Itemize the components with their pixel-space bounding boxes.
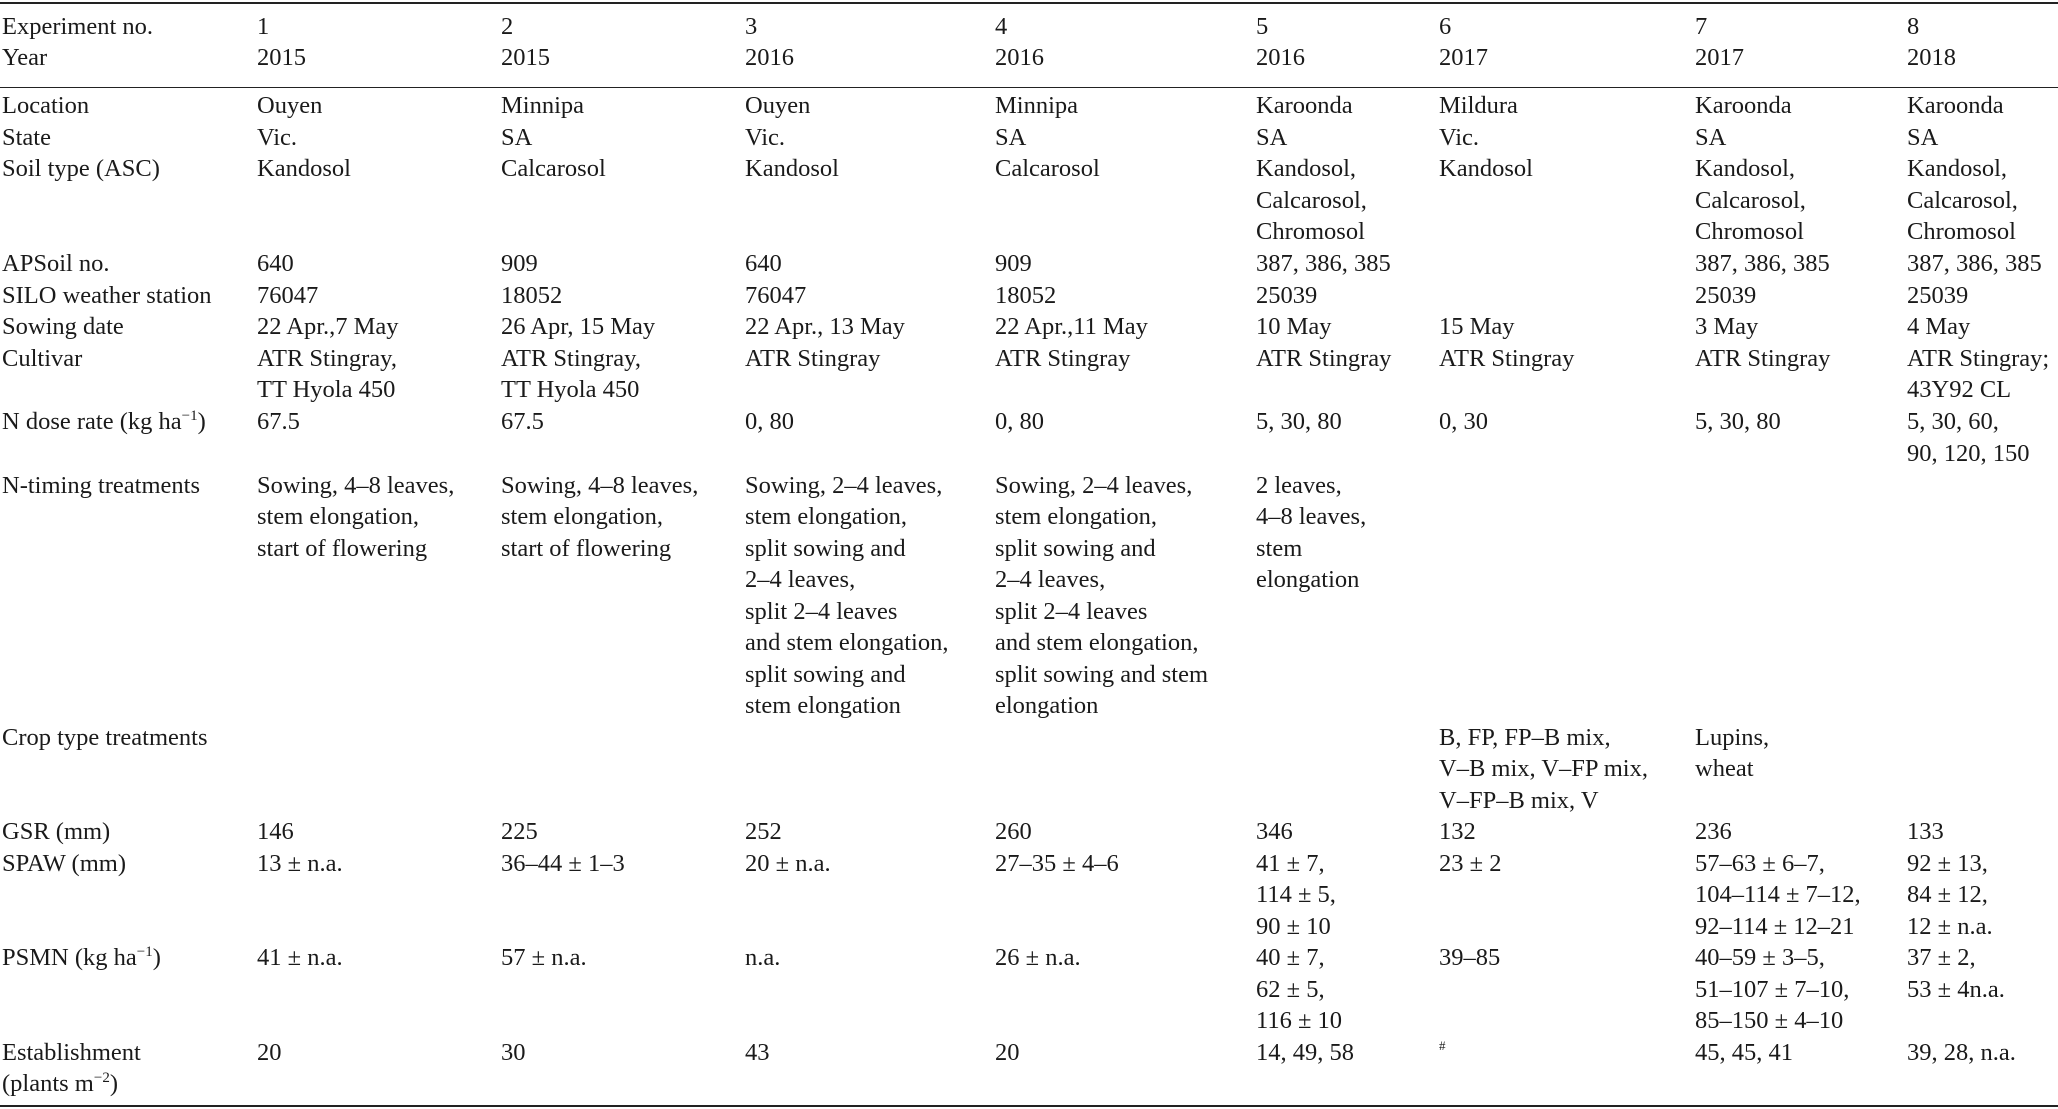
- establishment-value: 20: [257, 1038, 282, 1066]
- n-dose-line: 5, 30, 80: [1256, 408, 1342, 435]
- psmn-cell: [1439, 942, 1500, 974]
- row-label: N-timing treatments: [2, 471, 200, 499]
- n-timing-line: split 2–4 leaves: [745, 597, 898, 625]
- table-bottom-rule: [0, 1105, 2058, 1107]
- cultivar-line: TT Hyola 450: [257, 376, 396, 403]
- state-value: SA: [1695, 123, 1727, 151]
- n-timing-line: split sowing and stem: [995, 660, 1209, 688]
- spaw-line: 114 ± 5,: [1256, 881, 1336, 908]
- cultivar-cell: [745, 343, 880, 375]
- apsoil-value: 640: [745, 250, 782, 277]
- row-label: [2, 942, 161, 974]
- experiment-label: Experiment no.: [2, 13, 154, 40]
- crop-type-cell: [1439, 722, 1648, 817]
- spaw-line: 104–114 ± 7–12,: [1695, 881, 1861, 908]
- experiment-number: 4: [995, 13, 1008, 40]
- soil-type-line: Chromosol: [1907, 218, 2016, 245]
- cultivar-cell: [1695, 343, 1830, 375]
- label-superscript: −1: [181, 408, 198, 424]
- cultivar-line: ATR Stingray,: [257, 344, 397, 372]
- gsr-value: 146: [257, 818, 294, 845]
- n-timing-line: stem elongation,: [257, 503, 419, 530]
- n-timing-line: 2–4 leaves,: [745, 566, 856, 593]
- psmn-line: 40 ± 7,: [1256, 944, 1325, 971]
- crop-type-line: B, FP, FP–B mix,: [1439, 723, 1611, 751]
- apsoil-value: 640: [257, 250, 294, 277]
- n-dose-cell: [1256, 406, 1342, 438]
- header-separator-rule: [0, 87, 2058, 88]
- soil-type-cell: [1256, 153, 1367, 248]
- n-dose-cell: [501, 406, 544, 438]
- label-text: ): [152, 944, 161, 971]
- n-dose-line: 0, 80: [995, 408, 1044, 435]
- spaw-cell: [745, 848, 831, 880]
- sowing-date-value: 10 May: [1256, 313, 1332, 340]
- soil-type-line: Kandosol,: [1695, 155, 1796, 182]
- n-timing-line: stem elongation,: [501, 503, 663, 530]
- experiment-number: 2: [501, 13, 514, 40]
- n-timing-line: Sowing, 2–4 leaves,: [995, 471, 1193, 499]
- location-value: Ouyen: [257, 92, 323, 119]
- n-dose-line: 0, 30: [1439, 408, 1488, 435]
- soil-type-cell: [1695, 153, 1806, 248]
- soil-type-cell: [1907, 153, 2018, 248]
- row-label: Soil type (ASC): [2, 155, 160, 182]
- state-value: SA: [1907, 123, 1939, 151]
- row-label: APSoil no.: [2, 250, 110, 277]
- cultivar-line: ATR Stingray: [1439, 344, 1575, 372]
- year-value: 2016: [1256, 44, 1305, 71]
- cultivar-cell: [995, 343, 1130, 375]
- year-value: 2016: [995, 44, 1044, 71]
- spaw-line: 23 ± 2: [1439, 849, 1502, 877]
- n-timing-line: split sowing and: [995, 534, 1156, 562]
- year-label: Year: [2, 44, 48, 71]
- location-value: Minnipa: [501, 92, 585, 119]
- psmn-line: 26 ± n.a.: [995, 944, 1081, 971]
- sowing-date-value: 22 Apr.,7 May: [257, 313, 399, 340]
- state-value: SA: [1256, 123, 1288, 151]
- n-timing-line: 2–4 leaves,: [995, 566, 1106, 593]
- spaw-line: 57–63 ± 6–7,: [1695, 849, 1825, 877]
- establishment-value: 45, 45, 41: [1695, 1038, 1793, 1066]
- state-value: Vic.: [1439, 123, 1480, 151]
- label-text: ): [109, 1070, 119, 1097]
- experiment-number: 5: [1256, 13, 1269, 40]
- spaw-cell: [1907, 848, 1993, 943]
- establishment-value: 14, 49, 58: [1256, 1038, 1354, 1066]
- n-timing-line: and stem elongation,: [745, 629, 949, 656]
- n-dose-line: 90, 120, 150: [1907, 439, 2030, 467]
- experiment-number: 1: [257, 13, 270, 40]
- gsr-value: 225: [501, 818, 538, 845]
- n-dose-cell: [257, 406, 300, 438]
- experiment-number: 8: [1907, 13, 1920, 40]
- label-superscript: −1: [136, 944, 153, 960]
- psmn-cell: [745, 942, 780, 974]
- gsr-value: 133: [1907, 818, 1944, 845]
- n-timing-line: elongation: [995, 692, 1099, 719]
- psmn-cell: [995, 942, 1081, 974]
- apsoil-value: 387, 386, 385: [1256, 250, 1391, 277]
- soil-type-line: Calcarosol,: [1695, 186, 1806, 214]
- spaw-line: 41 ± 7,: [1256, 849, 1325, 877]
- year-value: 2015: [501, 44, 550, 71]
- silo-value: 76047: [745, 281, 807, 309]
- n-dose-cell: [1439, 406, 1488, 438]
- location-value: Karoonda: [1907, 92, 2004, 119]
- psmn-line: n.a.: [745, 944, 781, 971]
- psmn-line: 39–85: [1439, 944, 1501, 971]
- soil-type-cell: [501, 153, 606, 185]
- psmn-line: 51–107 ± 7–10,: [1695, 975, 1850, 1003]
- crop-type-line: Lupins,: [1695, 723, 1770, 751]
- spaw-cell: [995, 848, 1119, 880]
- gsr-value: 260: [995, 818, 1032, 845]
- silo-value: 76047: [257, 281, 319, 309]
- crop-type-line: V–FP–B mix, V: [1439, 786, 1599, 814]
- spaw-line: 12 ± n.a.: [1907, 912, 1993, 940]
- sowing-date-value: 22 Apr.,11 May: [995, 313, 1148, 340]
- label-superscript: −2: [93, 1070, 110, 1086]
- gsr-value: 252: [745, 818, 782, 845]
- year-value: 2017: [1439, 44, 1488, 71]
- n-dose-cell: [1907, 406, 2030, 469]
- row-label: [2, 406, 206, 438]
- psmn-line: 57 ± n.a.: [501, 944, 587, 971]
- establishment-value: 20: [995, 1038, 1020, 1066]
- psmn-line: 37 ± 2,: [1907, 944, 1976, 971]
- location-value: Ouyen: [745, 92, 811, 119]
- n-timing-line: stem elongation: [745, 692, 901, 719]
- psmn-cell: [1256, 942, 1342, 1037]
- n-dose-cell: [745, 406, 794, 438]
- soil-type-line: Kandosol,: [1256, 155, 1357, 182]
- soil-type-line: Kandosol: [1439, 155, 1533, 182]
- cultivar-line: ATR Stingray;: [1907, 344, 2050, 372]
- psmn-line: 62 ± 5,: [1256, 975, 1325, 1003]
- year-value: 2017: [1695, 44, 1744, 71]
- n-timing-cell: [995, 470, 1208, 722]
- soil-type-line: Kandosol,: [1907, 155, 2008, 182]
- soil-type-line: Kandosol: [257, 155, 351, 182]
- soil-type-line: Calcarosol: [501, 155, 606, 182]
- soil-type-line: Chromosol: [1256, 218, 1365, 245]
- soil-type-cell: [1439, 153, 1533, 185]
- soil-type-cell: [995, 153, 1100, 185]
- n-timing-line: split sowing and: [745, 660, 906, 688]
- experiment-number: 6: [1439, 13, 1452, 40]
- n-timing-line: 2 leaves,: [1256, 471, 1342, 499]
- spaw-line: 92 ± 13,: [1907, 849, 1988, 877]
- sowing-date-value: 3 May: [1695, 313, 1759, 340]
- cultivar-cell: [501, 343, 641, 406]
- cultivar-cell: [257, 343, 397, 406]
- n-timing-line: start of flowering: [501, 534, 672, 562]
- crop-type-line: V–B mix, V–FP mix,: [1439, 755, 1648, 782]
- cultivar-line: ATR Stingray: [1256, 344, 1392, 372]
- row-label: [2, 1037, 141, 1100]
- state-value: Vic.: [745, 123, 786, 151]
- soil-type-line: Calcarosol: [995, 155, 1100, 182]
- silo-value: 18052: [501, 281, 563, 309]
- n-dose-line: 5, 30, 80: [1695, 408, 1781, 435]
- spaw-cell: [1439, 848, 1501, 880]
- soil-type-line: Calcarosol,: [1256, 186, 1367, 214]
- cultivar-line: ATR Stingray,: [501, 344, 641, 372]
- sowing-date-value: 26 Apr, 15 May: [501, 313, 656, 340]
- crop-type-line: wheat: [1695, 755, 1754, 782]
- state-value: SA: [995, 123, 1027, 151]
- apsoil-value: 909: [995, 250, 1032, 277]
- n-timing-line: Sowing, 2–4 leaves,: [745, 471, 943, 499]
- establishment-footnote-mark: [1439, 1037, 1446, 1069]
- spaw-line: 36–44 ± 1–3: [501, 849, 625, 877]
- n-dose-line: 67.5: [501, 408, 544, 435]
- n-timing-line: stem elongation,: [995, 503, 1157, 530]
- spaw-line: 84 ± 12,: [1907, 881, 1988, 908]
- row-label: Sowing date: [2, 313, 124, 340]
- row-label: Location: [2, 92, 90, 119]
- n-dose-cell: [1695, 406, 1781, 438]
- cultivar-line: ATR Stingray: [1695, 344, 1831, 372]
- cultivar-line: 43Y92 CL: [1907, 376, 2012, 403]
- psmn-line: 116 ± 10: [1256, 1007, 1343, 1034]
- psmn-cell: [1907, 942, 2005, 1005]
- establishment-value: 39, 28, n.a.: [1907, 1038, 2016, 1066]
- cultivar-cell: [1256, 343, 1391, 375]
- n-timing-cell: [745, 470, 948, 722]
- cultivar-line: TT Hyola 450: [501, 376, 640, 403]
- n-timing-line: split 2–4 leaves: [995, 597, 1148, 625]
- experiment-number: 7: [1695, 13, 1708, 40]
- experiment-number: 3: [745, 13, 758, 40]
- spaw-line: 92–114 ± 12–21: [1695, 912, 1855, 940]
- state-value: Vic.: [257, 123, 298, 151]
- soil-type-line: Calcarosol,: [1907, 186, 2018, 214]
- gsr-value: 346: [1256, 818, 1293, 845]
- sowing-date-value: 4 May: [1907, 313, 1971, 340]
- n-dose-line: 5, 30, 60,: [1907, 408, 1999, 435]
- n-dose-cell: [995, 406, 1044, 438]
- psmn-cell: [1695, 942, 1849, 1037]
- cultivar-line: ATR Stingray: [995, 344, 1131, 372]
- footnote-symbol: #: [1439, 1037, 1446, 1053]
- location-value: Karoonda: [1256, 92, 1353, 119]
- row-label: SILO weather station: [2, 281, 212, 309]
- n-timing-line: split sowing and: [745, 534, 906, 562]
- table-top-rule: [0, 2, 2058, 4]
- establishment-value: 30: [501, 1038, 526, 1066]
- psmn-line: 85–150 ± 4–10: [1695, 1007, 1844, 1034]
- n-timing-line: start of flowering: [257, 534, 428, 562]
- crop-type-cell: [1695, 722, 1769, 785]
- n-timing-cell: [257, 470, 454, 565]
- location-value: Karoonda: [1695, 92, 1792, 119]
- year-value: 2018: [1907, 44, 1956, 71]
- soil-type-line: Chromosol: [1695, 218, 1804, 245]
- year-value: 2015: [257, 44, 306, 71]
- spaw-cell: [1695, 848, 1861, 943]
- cultivar-line: ATR Stingray: [745, 344, 881, 372]
- psmn-cell: [501, 942, 587, 974]
- n-timing-line: Sowing, 4–8 leaves,: [501, 471, 699, 499]
- psmn-line: 53 ± 4n.a.: [1907, 975, 2005, 1003]
- n-dose-line: 0, 80: [745, 408, 794, 435]
- label-text-line2: [2, 1068, 141, 1100]
- apsoil-value: 387, 386, 385: [1907, 250, 2042, 277]
- row-label: Cultivar: [2, 344, 83, 372]
- silo-value: 25039: [1256, 281, 1318, 309]
- year-value: 2016: [745, 44, 794, 71]
- n-timing-line: elongation: [1256, 566, 1360, 593]
- establishment-value: 43: [745, 1038, 770, 1066]
- psmn-line: 41 ± n.a.: [257, 944, 343, 971]
- silo-value: 25039: [1907, 281, 1969, 309]
- row-label: Crop type treatments: [2, 723, 208, 751]
- sowing-date-value: 15 May: [1439, 313, 1515, 340]
- spaw-cell: [501, 848, 625, 880]
- soil-type-cell: [257, 153, 351, 185]
- label-text: N dose rate (kg ha: [2, 408, 182, 435]
- psmn-line: 40–59 ± 3–5,: [1695, 944, 1825, 971]
- psmn-cell: [257, 942, 343, 974]
- n-timing-cell: [501, 470, 698, 565]
- label-text: ): [197, 408, 206, 435]
- n-timing-line: Sowing, 4–8 leaves,: [257, 471, 455, 499]
- label-text: PSMN (kg ha: [2, 944, 137, 971]
- spaw-line: 27–35 ± 4–6: [995, 849, 1119, 877]
- label-text: (plants m: [2, 1070, 94, 1097]
- soil-type-line: Kandosol: [745, 155, 839, 182]
- label-text: Establishment: [2, 1038, 141, 1066]
- n-dose-line: 67.5: [257, 408, 300, 435]
- spaw-cell: [1256, 848, 1336, 943]
- row-label: SPAW (mm): [2, 849, 126, 877]
- spaw-cell: [257, 848, 343, 880]
- gsr-value: 132: [1439, 818, 1476, 845]
- location-value: Minnipa: [995, 92, 1079, 119]
- n-timing-line: and stem elongation,: [995, 629, 1199, 656]
- n-timing-line: 4–8 leaves,: [1256, 503, 1367, 530]
- spaw-line: 13 ± n.a.: [257, 849, 343, 877]
- row-label: State: [2, 123, 51, 151]
- silo-value: 18052: [995, 281, 1057, 309]
- gsr-value: 236: [1695, 818, 1732, 845]
- spaw-line: 20 ± n.a.: [745, 849, 831, 877]
- spaw-line: 90 ± 10: [1256, 912, 1331, 940]
- silo-value: 25039: [1695, 281, 1757, 309]
- apsoil-value: 909: [501, 250, 538, 277]
- cultivar-cell: [1439, 343, 1574, 375]
- apsoil-value: 387, 386, 385: [1695, 250, 1830, 277]
- location-value: Mildura: [1439, 92, 1518, 119]
- cultivar-cell: [1907, 343, 2049, 406]
- sowing-date-value: 22 Apr., 13 May: [745, 313, 905, 340]
- row-label: GSR (mm): [2, 818, 111, 845]
- state-value: SA: [501, 123, 533, 151]
- soil-type-cell: [745, 153, 839, 185]
- n-timing-line: stem: [1256, 534, 1303, 562]
- n-timing-line: stem elongation,: [745, 503, 907, 530]
- n-timing-cell: [1256, 470, 1366, 596]
